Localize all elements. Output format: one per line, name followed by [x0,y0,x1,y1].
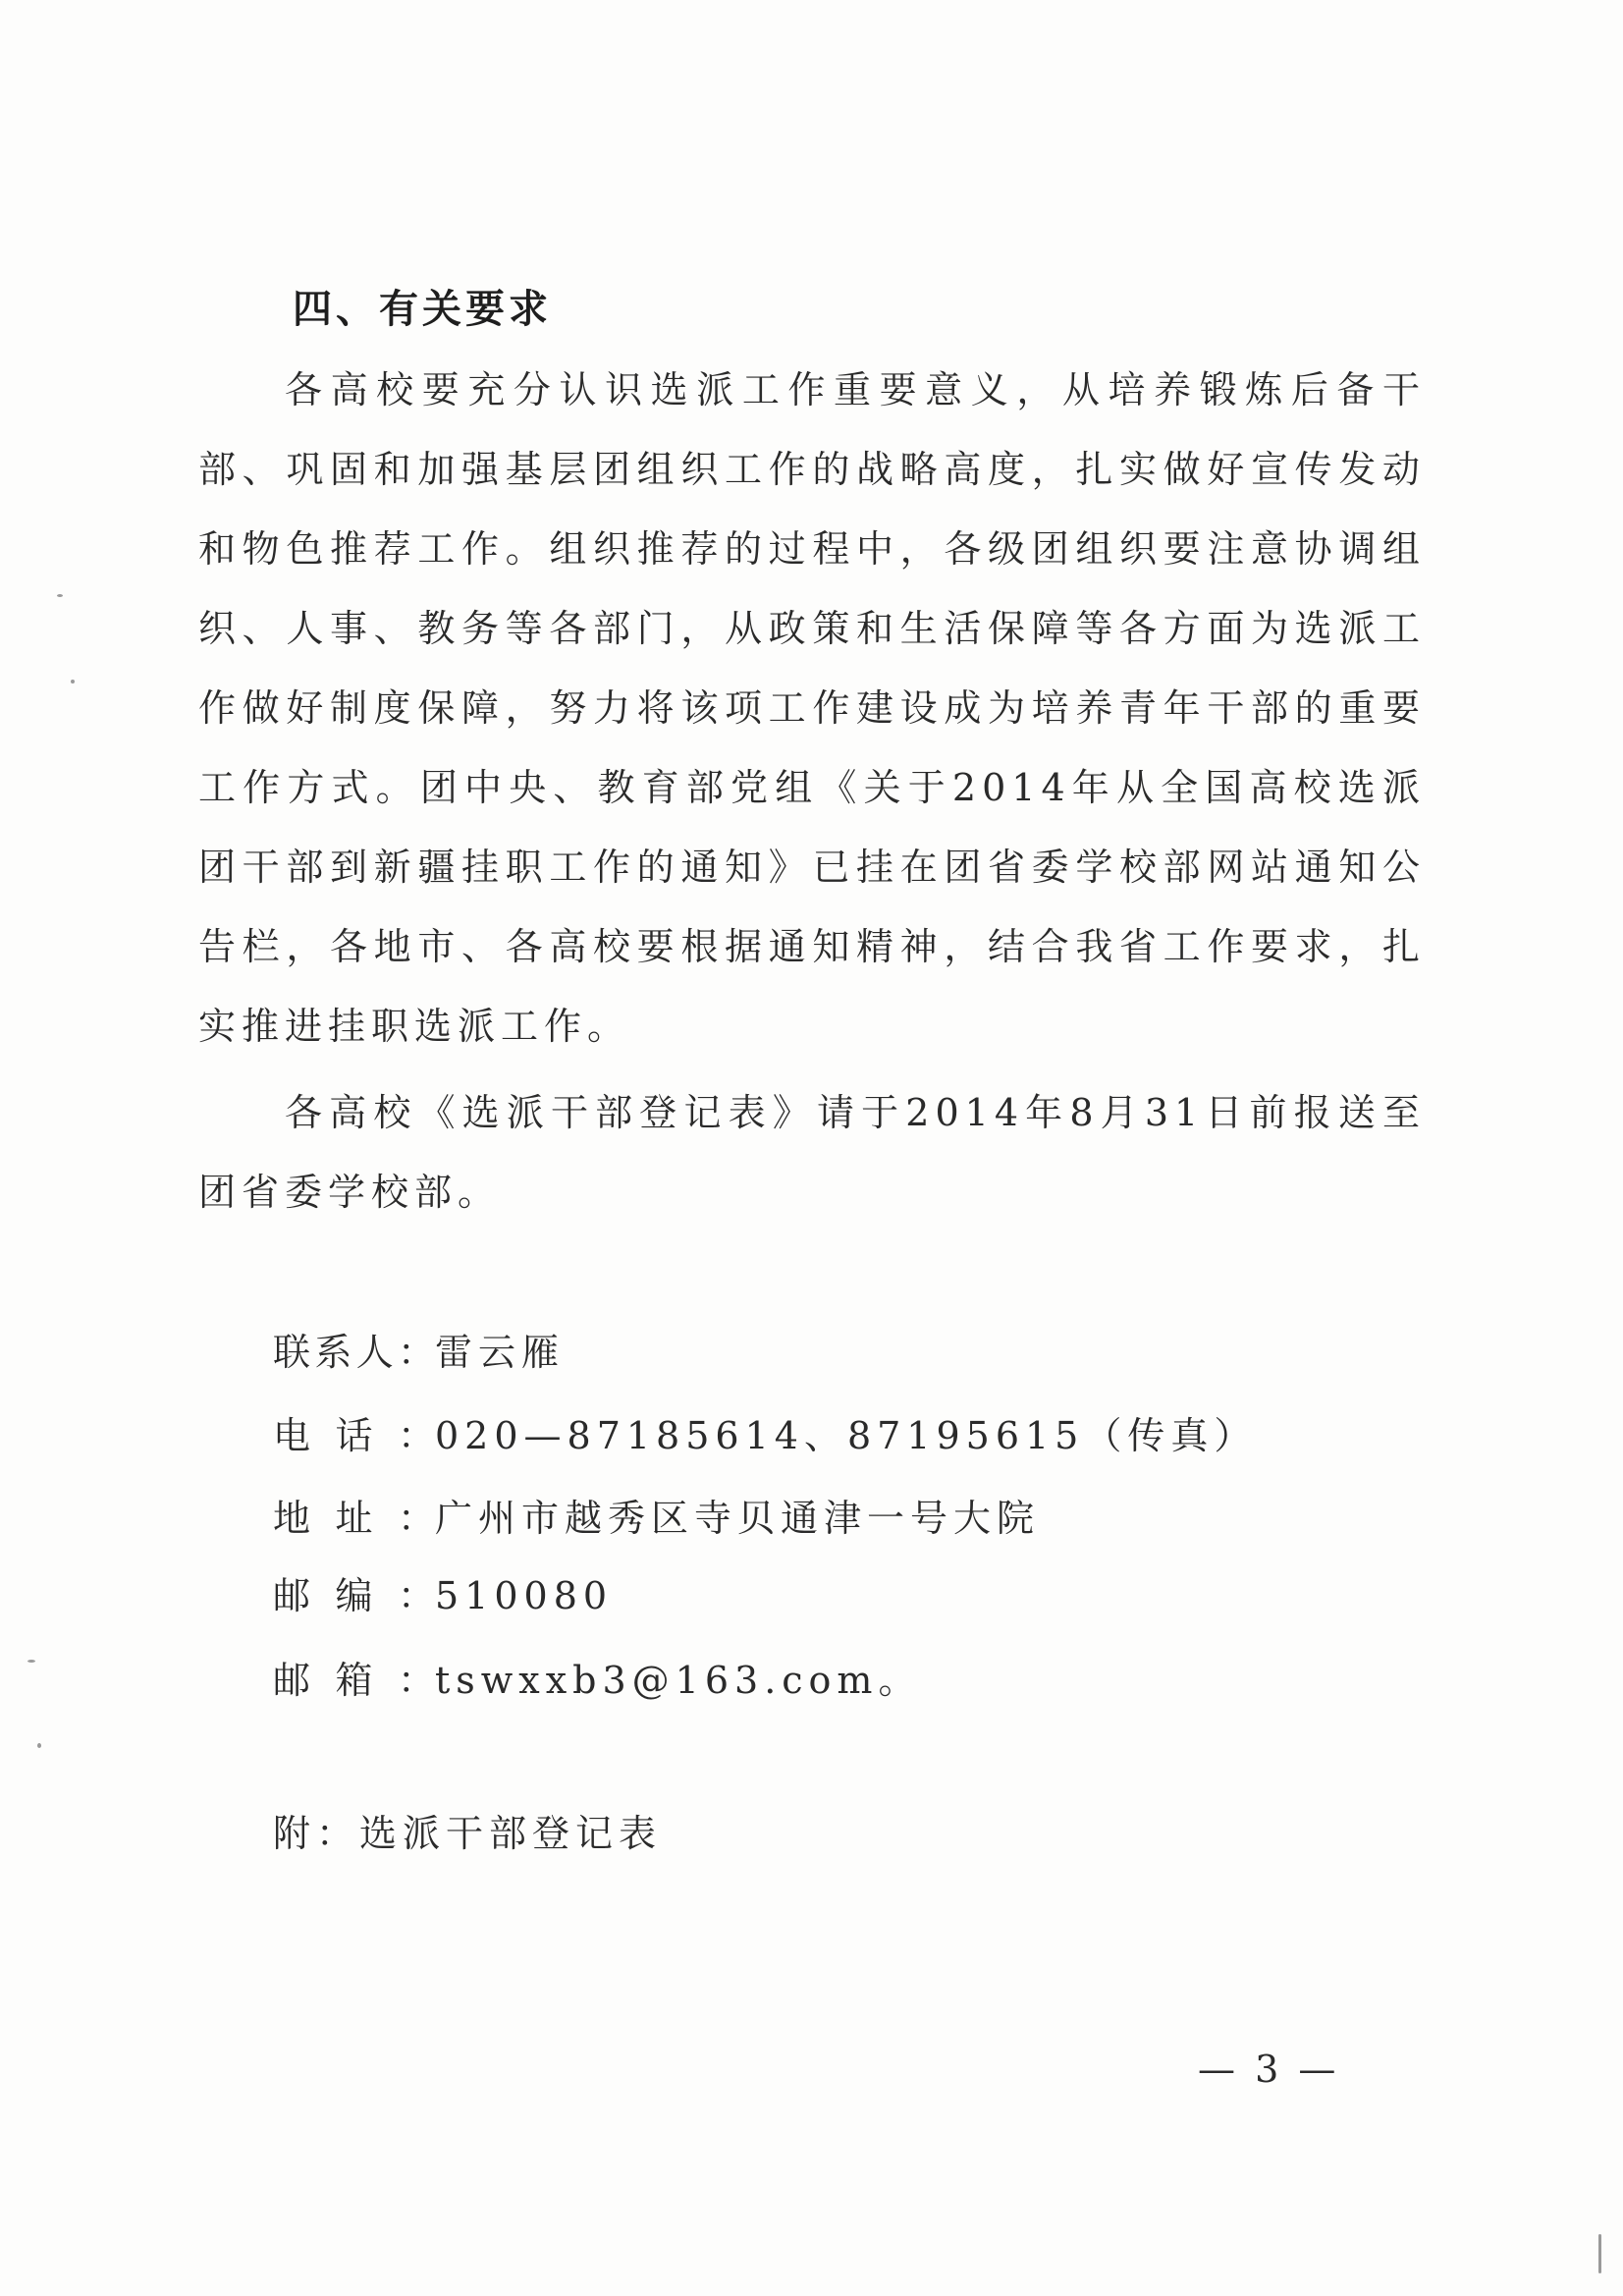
submission-deadline-paragraph: 各高校《选派干部登记表》请于2014年8月31日前报送至团省委学校部。 [198,1091,1426,1214]
phone-label: 电话： [273,1414,435,1457]
postal-code-label: 邮编： [273,1574,435,1617]
address-line [273,1488,1040,1542]
postal-code-value: 510080 [435,1574,614,1617]
requirements-paragraph: 各高校要充分认识选派工作重要意义，从培养锻炼后备干部、巩固和加强基层团组织工作的战略高度，扎实做好宣传发动和物色推荐工作。组织推荐的过程中，各级团组织要注意协调组织、人事、教务等各部门，从政策和生活保障等各方面为选派工作做好制度保障，努力将该项工作建设成为培养青年干部的重要工作方式。团中央、教育部党组《关于2014年从全国高校选派团干部到新疆挂职工作的通知》已挂在团省委学校部网站通知公告栏，各地市、各高校要根据通知精神，结合我省工作要求，扎实推进挂职选派工作。 [198,368,1426,1048]
scan-speck [57,594,63,597]
scan-speck [1598,2234,1601,2273]
phone-value: 020—87185614、87195615（传真） [435,1414,1258,1457]
address-value: 广州市越秀区寺贝通津一号大院 [435,1497,1041,1540]
scan-speck [71,680,75,683]
email-label: 邮箱： [273,1659,435,1702]
contact-person-line [273,1322,565,1376]
page-number: — 3 — [1198,2048,1340,2091]
contact-person-label: 联系人： [273,1331,435,1374]
contact-person-value: 雷云雁 [435,1331,566,1374]
email-line [273,1650,921,1704]
email-value: tswxxb3@163.com。 [435,1659,922,1702]
scan-speck [27,1660,35,1663]
address-label: 地址： [273,1497,435,1540]
phone-line [273,1405,1257,1459]
postal-code-line [273,1565,613,1619]
scan-speck [37,1743,41,1748]
attachment-note: 附：选派干部登记表 [273,1812,663,1855]
section-heading: 四、有关要求 [293,287,552,332]
